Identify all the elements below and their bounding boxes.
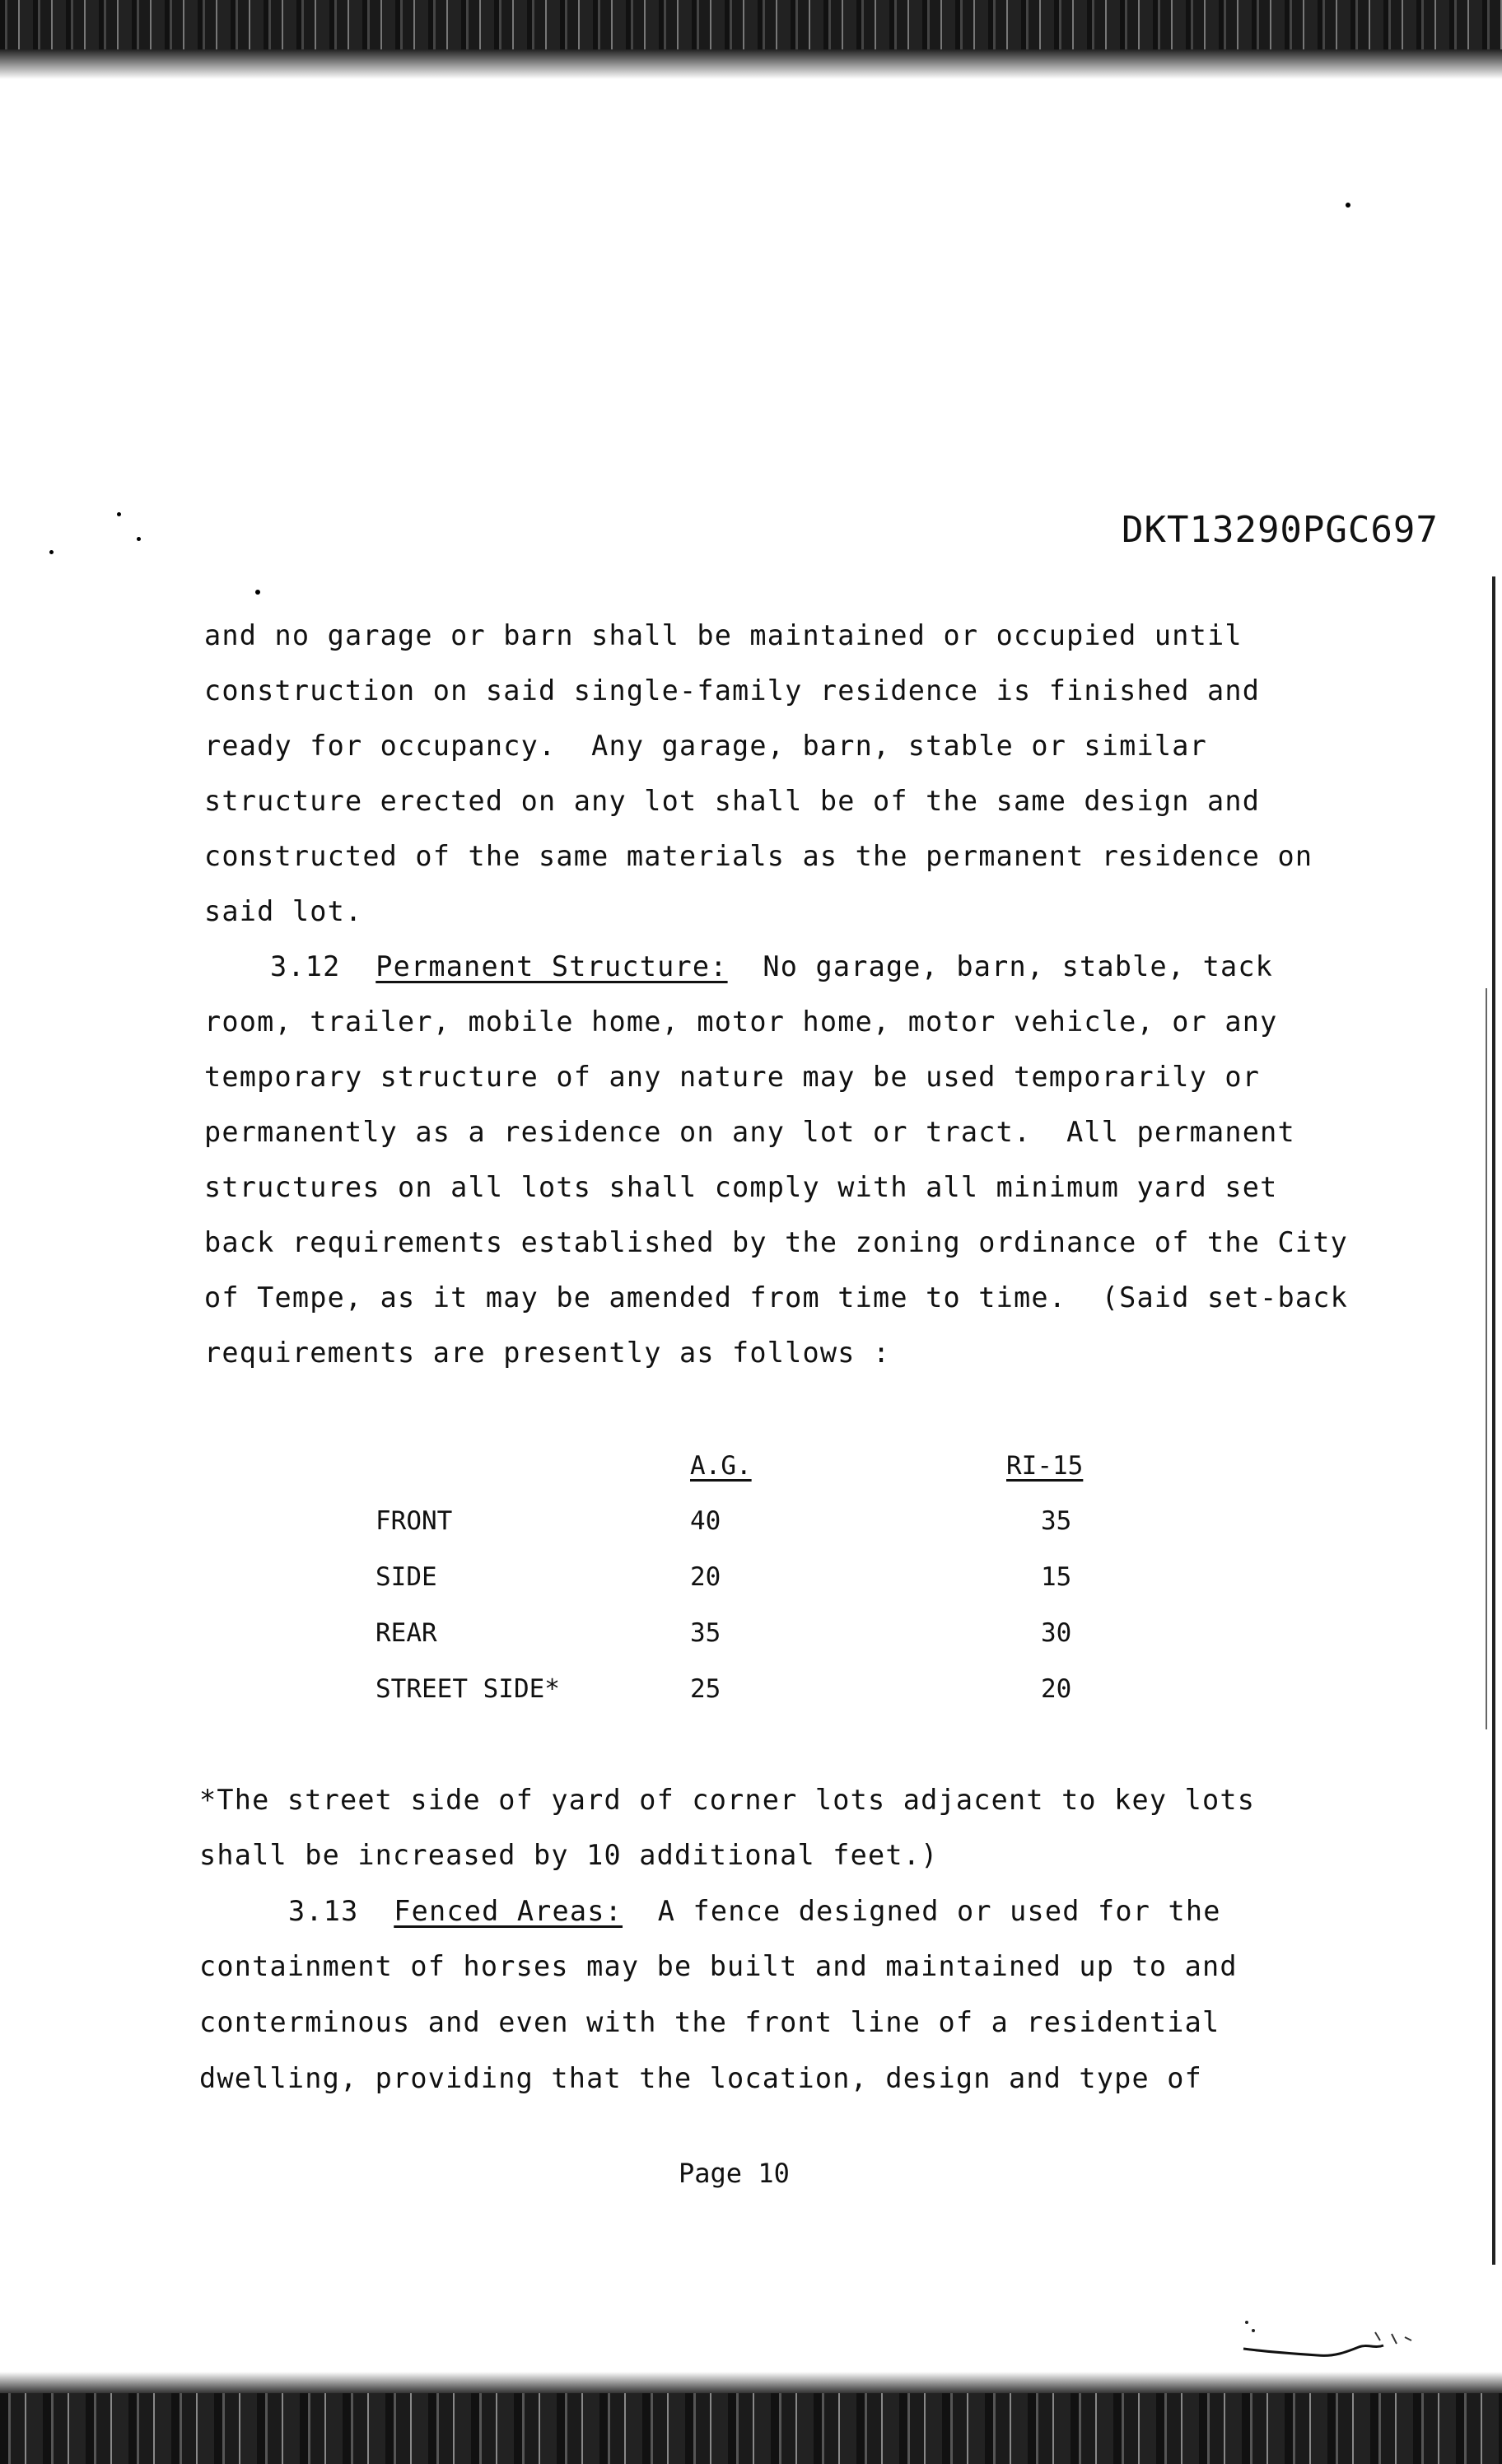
scan-speck (49, 550, 54, 554)
scan-border-bottom (0, 2388, 1502, 2464)
paragraph-line: conterminous and even with the front line of a residential (199, 2006, 1220, 2038)
signature-mark (1235, 2316, 1425, 2365)
scan-border-bottom-fade (0, 2372, 1502, 2393)
page-number: Page 10 (679, 2158, 790, 2189)
section-3-13-first-line (288, 1895, 1221, 1927)
footnote-line: shall be increased by 10 additional feet.) (199, 1839, 939, 1871)
table-header-ri15: RI-15 (1006, 1451, 1084, 1481)
table-cell-ri15: 20 (1041, 1674, 1072, 1704)
section-heading: Permanent Structure: (376, 950, 728, 982)
table-cell-ag: 40 (690, 1506, 721, 1536)
table-row-label: SIDE (376, 1562, 437, 1592)
paragraph-line: construction on said single-family residence is finished and (204, 674, 1261, 707)
paragraph-line: requirements are presently as follows : (204, 1337, 891, 1369)
paragraph-line: structures on all lots shall comply with all minimum yard set (204, 1171, 1278, 1203)
footnote-line: *The street side of yard of corner lots adjacent to key lots (199, 1784, 1256, 1816)
paragraph-line: containment of horses may be built and maintained up to and (199, 1950, 1238, 1982)
paragraph-line: back requirements established by the zoning ordinance of the City (204, 1226, 1348, 1258)
scan-edge-right (1492, 576, 1495, 2265)
scan-edge-right-inner (1486, 988, 1487, 1729)
paragraph-line: permanently as a residence on any lot or tract. All permanent (204, 1116, 1295, 1148)
section-3-12-first-line (270, 950, 1273, 982)
table-cell-ag: 20 (690, 1562, 721, 1592)
docket-number: DKT13290PGC697 (1122, 509, 1439, 551)
paragraph-line: structure erected on any lot shall be of the same design and (204, 785, 1261, 817)
paragraph-line: constructed of the same materials as the permanent residence on (204, 840, 1313, 872)
paragraph-line: dwelling, providing that the location, design and type of (199, 2062, 1203, 2094)
scan-speck (255, 590, 260, 595)
paragraph-line: room, trailer, mobile home, motor home, motor vehicle, or any (204, 1006, 1278, 1038)
table-header-ag: A.G. (690, 1451, 752, 1481)
section-number: 3.12 (270, 950, 341, 982)
table-cell-ag: 35 (690, 1618, 721, 1648)
table-cell-ri15: 15 (1041, 1562, 1072, 1592)
section-text: A fence designed or used for the (657, 1895, 1221, 1927)
paragraph-line: of Tempe, as it may be amended from time to time. (Said set-back (204, 1281, 1348, 1314)
table-cell-ri15: 30 (1041, 1618, 1072, 1648)
section-number: 3.13 (288, 1895, 359, 1927)
table-row-label: REAR (376, 1618, 437, 1648)
paragraph-line: and no garage or barn shall be maintained or occupied until (204, 619, 1243, 651)
section-heading: Fenced Areas: (394, 1895, 623, 1927)
paragraph-line: ready for occupancy. Any garage, barn, stable or similar (204, 730, 1208, 762)
section-text: No garage, barn, stable, tack (763, 950, 1274, 982)
paragraph-line: said lot. (204, 895, 363, 927)
paragraph-line: temporary structure of any nature may be used temporarily or (204, 1061, 1261, 1093)
scan-speck (137, 537, 141, 541)
scan-speck (1346, 203, 1350, 208)
table-row-label: STREET SIDE* (376, 1674, 560, 1704)
scan-speck (117, 512, 121, 516)
table-cell-ri15: 35 (1041, 1506, 1072, 1536)
scan-border-top-fade (0, 49, 1502, 79)
table-row-label: FRONT (376, 1506, 453, 1536)
table-cell-ag: 25 (690, 1674, 721, 1704)
